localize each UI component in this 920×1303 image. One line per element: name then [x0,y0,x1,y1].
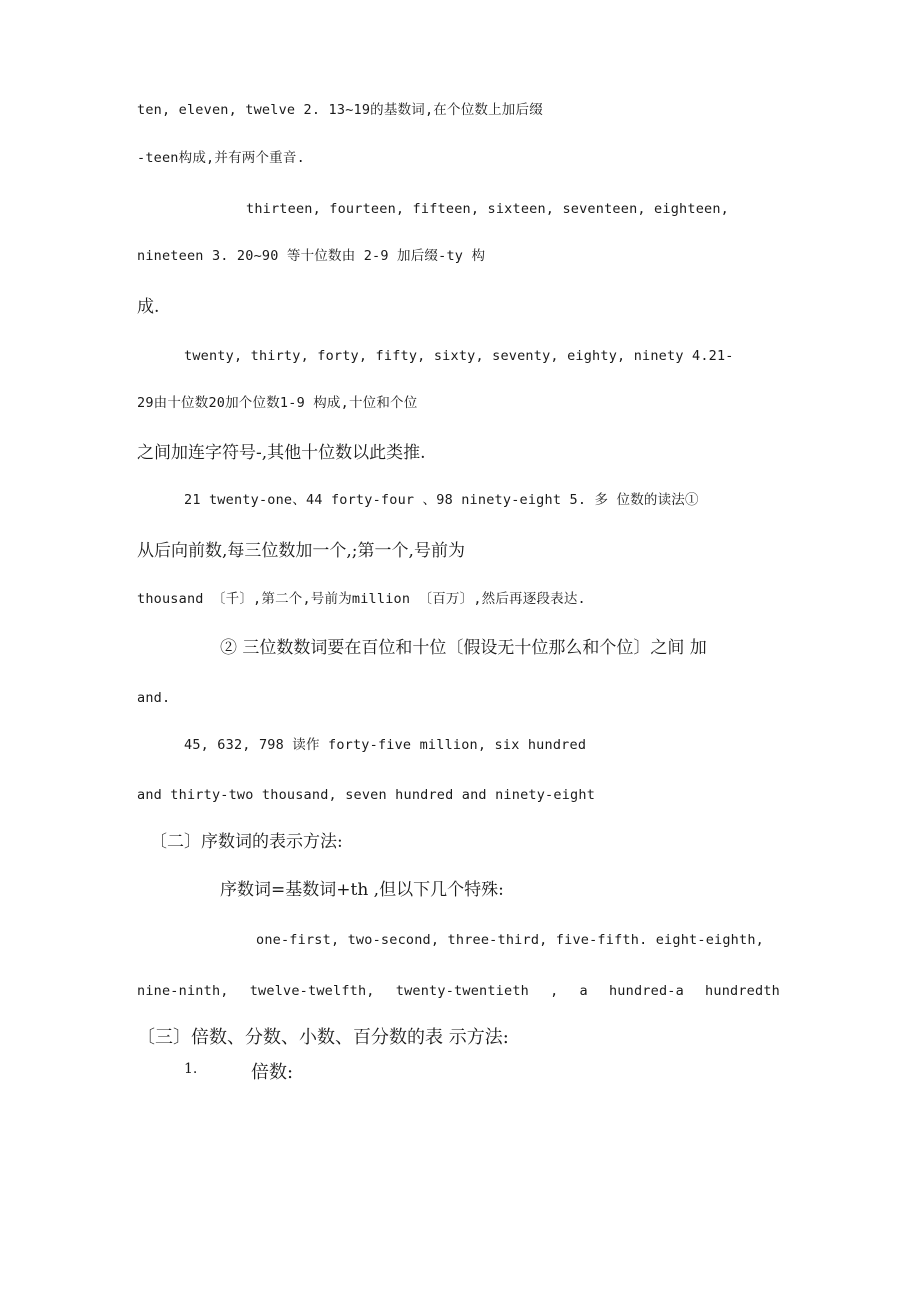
text-line: 成. [137,297,160,317]
word: , [550,983,559,999]
section-heading: 〔二〕序数词的表示方法: [150,832,343,852]
text-line: -teen构成,并有两个重音. [137,150,305,166]
text-line: nineteen 3. 20~90 等十位数由 2-9 加后缀-ty 构 [137,248,486,264]
text-line: and. [137,690,171,706]
text-line: 29由十位数20加个位数1-9 构成,十位和个位 [137,395,418,411]
word: hundredth [705,983,780,999]
word: a [579,983,588,999]
text-line: one-first, two-second, three-third, five-fifth. eight-eighth, [256,932,764,948]
text-line: 序数词=基数词+th ,但以下几个特殊: [220,880,504,900]
text-line: and thirty-two thousand, seven hundred and ninety-eight [137,787,596,803]
text-line: thousand 〔千〕,第二个,号前为million 〔百万〕,然后再逐段表达. [137,591,586,607]
text-line: twenty, thirty, forty, fifty, sixty, seventy, eighty, ninety 4.21- [184,348,734,364]
word: hundred-a [608,983,684,999]
word: nine-ninth, [137,983,229,999]
list-item-label: 倍数: [251,1062,294,1083]
text-line: thirteen, fourteen, fifteen, sixteen, seventeen, eighteen, [246,201,730,217]
text-line: 之间加连字符号-,其他十位数以此类推. [137,443,426,463]
text-line-justified [137,983,780,999]
text-line: 21 twenty-one、44 forty-four 、98 ninety-eight 5. 多 位数的读法① [184,492,699,508]
text-line: 45, 632, 798 读作 forty-five million, six hundred [184,737,587,753]
word: twenty-twentieth [395,983,529,999]
list-number: 1. [184,1061,198,1077]
section-heading: 〔三〕倍数、分数、小数、百分数的表 示方法: [137,1027,509,1048]
text-line: ② 三位数数词要在百位和十位〔假设无十位那么和个位〕之间 加 [220,638,707,658]
text-line: 从后向前数,每三位数加一个,;第一个,号前为 [137,541,465,561]
word: twelve-twelfth, [249,983,375,999]
text-line: ten, eleven, twelve 2. 13~19的基数词,在个位数上加后缀 [137,102,543,118]
